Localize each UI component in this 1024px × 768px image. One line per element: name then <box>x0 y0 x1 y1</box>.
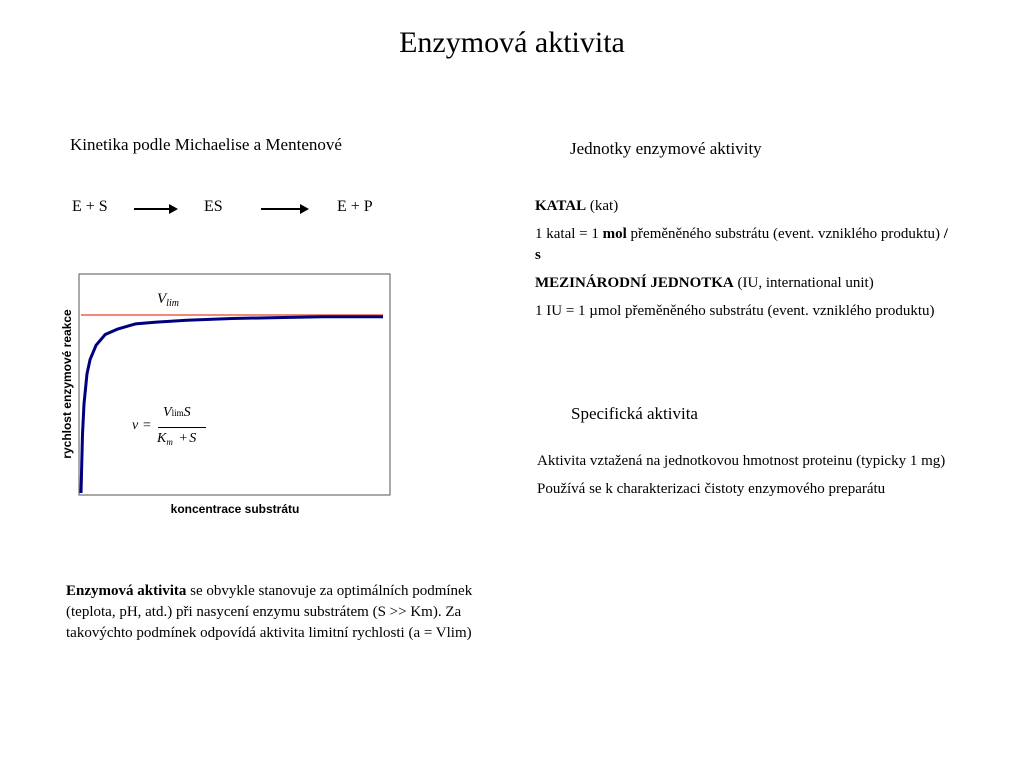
formula-denominator: $K_m + S$ <box>157 431 197 447</box>
fraction-bar <box>158 427 206 428</box>
activity-note <box>66 581 476 644</box>
kinetics-heading: Kinetika podle Michaelise a Mentenové <box>70 135 342 154</box>
reaction-reactants: E + S <box>72 198 108 215</box>
iu-definition: 1 IU = 1 µmol přeměněného substrátu (event. vzniklého produktu) <box>535 303 935 319</box>
reaction-arrow-1 <box>134 204 178 214</box>
page-title: Enzymová aktivita <box>399 26 625 59</box>
specific-block <box>537 451 977 507</box>
michaelis-menten-chart <box>0 260 420 525</box>
units-block <box>535 196 955 329</box>
formula-numerator: VlimS <box>163 405 191 420</box>
specific-line-1: Aktivita vztažená na jednotkovou hmotnost proteinu (typicky 1 mg) <box>537 453 946 469</box>
vlim-label: $V_{lim}$ <box>157 290 179 309</box>
x-axis-label: koncentrace substrátu <box>170 502 300 516</box>
specific-heading: Specifická aktivita <box>571 404 698 423</box>
reaction-products: E + P <box>337 198 373 215</box>
activity-note-text: se obvykle stanovuje za optimálních podmínek (teplota, pH, atd.) při nasycení enzymu substrátem (S >> Km). Za takovýchto podmínek odpovídá aktivita limitní rychlosti (a = Vlim) <box>66 583 473 641</box>
specific-line-2: Používá se k charakterizaci čistoty enzymového preparátu <box>537 481 886 497</box>
formula-lhs: v <box>132 418 139 433</box>
katal-line: KATAL (kat) <box>535 198 619 214</box>
reaction-arrow-2 <box>261 204 309 214</box>
activity-note-bold: Enzymová aktivita <box>66 583 187 599</box>
formula-equals: = <box>143 418 151 433</box>
michaelis-menten-formula <box>128 403 218 455</box>
reaction-complex: ES <box>204 198 223 215</box>
y-axis-label: rychlost enzymové reakce <box>60 309 74 459</box>
katal-definition: 1 katal = 1 mol přeměněného substrátu (event. vzniklého produktu) / s <box>535 226 948 263</box>
units-heading: Jednotky enzymové aktivity <box>570 139 762 158</box>
plot-area <box>79 274 390 495</box>
iu-line: MEZINÁRODNÍ JEDNOTKA (IU, international unit) <box>535 275 874 291</box>
